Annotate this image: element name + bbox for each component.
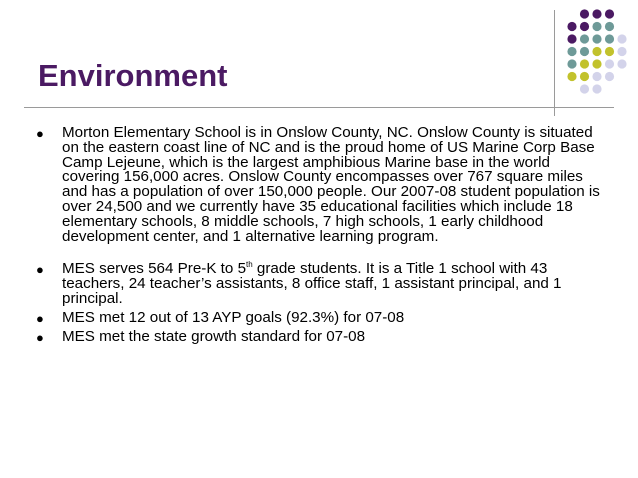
slide-title: Environment — [38, 58, 228, 93]
decorative-dot — [617, 59, 626, 68]
superscript: th — [246, 260, 253, 270]
bullet-item — [36, 327, 606, 345]
decorative-dot — [567, 34, 576, 43]
decorative-dot — [567, 72, 576, 81]
decorative-dot — [592, 22, 601, 31]
decorative-dot — [580, 22, 589, 31]
decorative-dot — [605, 22, 614, 31]
bullet-list — [36, 126, 606, 344]
decorative-dot — [580, 47, 589, 56]
bullet-text: MES met 12 out of 13 AYP goals (92.3%) for 07-08 — [62, 308, 405, 326]
decorative-dot — [592, 72, 601, 81]
decorative-dot — [592, 84, 601, 93]
decorative-dot — [567, 59, 576, 68]
bullet-text — [62, 260, 562, 307]
decorative-dot — [605, 59, 614, 68]
decorative-dot — [580, 84, 589, 93]
decorative-dot — [605, 47, 614, 56]
decorative-dot — [580, 72, 589, 81]
decorative-dot — [592, 34, 601, 43]
bullet-text: Morton Elementary School is in Onslow County, NC. Onslow County is situated on the eastern coast line of NC and is the proud home of US Marine Corp Base Camp Lejeune, which is the largest amphibious Marine base in the world covering 156,000 acres. Onslow County encompasses over 767 square miles and has a population of over 150,000 people. Our 2007-08 student population is over 24,500 and we currently have 35 educational facilities which include 18 elementary schools, 8 middle schools, 7 high schools, 1 early childhood development center, and 1 alternative learning program. — [62, 124, 600, 245]
bullet-text: MES met the state growth standard for 07-08 — [62, 327, 366, 345]
decorative-dot — [617, 34, 626, 43]
decorative-dot — [605, 72, 614, 81]
decorative-dot — [592, 59, 601, 68]
horizontal-rule — [24, 107, 614, 108]
bullet-text-start: MES serves 564 Pre-K to 5 — [62, 260, 247, 278]
bullet-item — [36, 308, 606, 326]
decorative-dot — [592, 47, 601, 56]
decorative-dot — [580, 59, 589, 68]
bullet-item — [36, 126, 606, 244]
bullet-icon: ● — [36, 310, 44, 326]
decorative-dot — [567, 22, 576, 31]
bullet-icon: ● — [36, 262, 44, 278]
decorative-dot — [617, 47, 626, 56]
vertical-rule — [554, 10, 555, 116]
decorative-dots — [560, 7, 638, 107]
bullet-icon: ● — [36, 329, 44, 345]
decorative-dot — [605, 9, 614, 18]
decorative-dot — [567, 47, 576, 56]
decorative-dot — [580, 34, 589, 43]
bullet-icon: ● — [36, 126, 44, 141]
decorative-dot — [580, 9, 589, 18]
decorative-dot — [605, 34, 614, 43]
bullet-text-end: grade students. It is a Title 1 school with 43 teachers, 24 teacher’s assistants, 8 office staff, 1 assistant principal, and 1 principal. — [62, 260, 562, 307]
bullet-item — [36, 262, 606, 306]
decorative-dot — [592, 9, 601, 18]
